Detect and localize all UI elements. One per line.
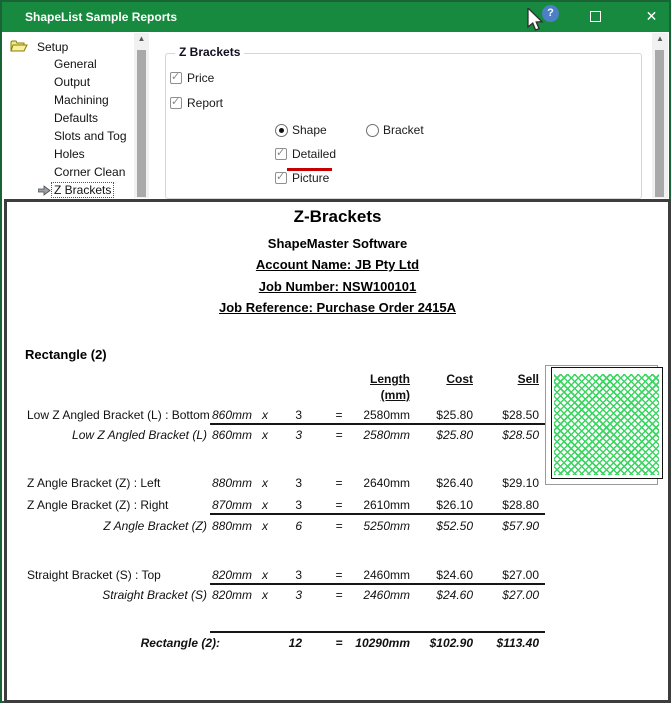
- sidebar-scrollbar[interactable]: [134, 33, 149, 198]
- table-row: [7, 588, 668, 604]
- cell-cost: $24.60: [436, 568, 473, 582]
- cell-eq: =: [335, 476, 343, 490]
- cell-qty: 6: [295, 519, 302, 533]
- sidebar-item-slots-and-tog[interactable]: [54, 129, 127, 146]
- cell-sell: $28.50: [502, 428, 539, 442]
- report-subtitle: ShapeMaster Software: [267, 236, 408, 251]
- cell-eq: =: [335, 408, 343, 422]
- checkbox-label: Detailed: [292, 147, 337, 161]
- cell-name: Low Z Angled Bracket (L) : Bottom: [27, 408, 210, 422]
- sidebar-item-output[interactable]: [54, 75, 90, 92]
- cell-times: x: [262, 519, 268, 533]
- sidebar-item-label: Machining: [54, 93, 109, 107]
- radio-label: Shape: [292, 123, 327, 137]
- cell-qty: 3: [295, 588, 302, 602]
- check-icon: ✓: [276, 171, 286, 183]
- scrollbar-thumb[interactable]: [137, 50, 146, 197]
- report-job-number: Job Number: NSW100101: [258, 279, 417, 294]
- scroll-up-icon[interactable]: ▲: [656, 34, 664, 43]
- checkbox-icon: [275, 148, 287, 160]
- cell-qty: 3: [295, 428, 302, 442]
- cell-length: 880mm: [211, 519, 252, 533]
- table-separator: [210, 631, 545, 633]
- cell-eq: =: [335, 636, 343, 650]
- report-title: Z-Brackets: [293, 207, 382, 226]
- cell-cost: $102.90: [429, 636, 473, 650]
- cell-name: Z Angle Bracket (Z) : Left: [27, 476, 161, 490]
- checkbox-label: Report: [187, 96, 224, 110]
- cell-length: 860mm: [211, 428, 252, 442]
- report-job-reference: Job Reference: Purchase Order 2415A: [219, 300, 456, 315]
- cell-times: x: [262, 568, 268, 582]
- settings-area: [4, 32, 667, 199]
- cell-cost: $25.80: [436, 408, 473, 422]
- open-folder-icon: [10, 39, 29, 53]
- scrollbar-thumb[interactable]: [655, 50, 664, 197]
- cell-length: 820mm: [211, 568, 252, 582]
- cursor-help-group: [526, 5, 566, 31]
- sidebar-item-label: Corner Clean: [54, 165, 126, 179]
- cell-total_length: 5250mm: [363, 519, 410, 533]
- checkbox-icon: [170, 97, 182, 109]
- table-separator: [210, 423, 545, 425]
- cell-cost: $26.40: [436, 476, 473, 490]
- cell-name: Straight Bracket (S) : Top: [27, 568, 161, 582]
- cell-total_length: 2460mm: [363, 568, 410, 582]
- cell-times: x: [262, 588, 268, 602]
- sidebar-item-z-brackets[interactable]: [54, 183, 114, 200]
- cell-length: 860mm: [211, 408, 252, 422]
- cell-total_length: 2640mm: [363, 476, 410, 490]
- cell-total_length: 2610mm: [363, 498, 410, 512]
- sidebar-item-label: Holes: [54, 147, 85, 161]
- check-icon: ✓: [171, 71, 181, 83]
- sidebar-item-corner-clean[interactable]: [54, 165, 125, 182]
- radio-icon: [275, 124, 288, 137]
- cell-qty: 3: [295, 498, 302, 512]
- close-button[interactable]: ✕: [645, 8, 658, 24]
- cell-times: x: [262, 498, 268, 512]
- checkbox-label: Picture: [292, 171, 330, 185]
- checkbox-icon: [170, 72, 182, 84]
- radio-icon: [366, 124, 379, 137]
- cell-eq: =: [335, 568, 343, 582]
- cell-eq: =: [335, 519, 343, 533]
- green-crosshatch-fill: [554, 374, 659, 475]
- cell-sell: $27.00: [502, 568, 539, 582]
- check-icon: ✓: [276, 147, 286, 159]
- cell-length: 870mm: [211, 498, 252, 512]
- cell-qty: 3: [295, 408, 302, 422]
- column-header-cost: Cost: [446, 372, 473, 386]
- cell-sell: $28.50: [502, 408, 539, 422]
- check-icon: ✓: [171, 96, 181, 108]
- cell-cost: $26.10: [436, 498, 473, 512]
- groupbox-title: Z Brackets: [175, 45, 244, 59]
- cell-name: Low Z Angled Bracket (L): [72, 428, 207, 442]
- column-header-sell: Sell: [517, 372, 539, 386]
- table-row: [7, 568, 668, 584]
- scroll-up-icon[interactable]: ▲: [137, 34, 146, 43]
- cell-total_length: 2580mm: [363, 428, 410, 442]
- maximize-icon: [590, 11, 601, 22]
- sidebar-item-label: Setup: [37, 40, 69, 54]
- cell-cost: $24.60: [436, 588, 473, 602]
- cell-times: x: [262, 476, 268, 490]
- table-separator: [210, 513, 545, 515]
- sidebar-item-machining[interactable]: [54, 93, 109, 110]
- checkbox-label: Price: [187, 71, 215, 85]
- selected-arrow-icon: [38, 185, 51, 196]
- cell-name: Rectangle (2):: [140, 636, 220, 650]
- cell-length: 880mm: [211, 476, 252, 490]
- sidebar-item-label: Output: [54, 75, 91, 89]
- cell-eq: =: [335, 498, 343, 512]
- cell-times: x: [262, 428, 268, 442]
- sidebar-item-label: Defaults: [54, 111, 99, 125]
- report-preview: [4, 199, 671, 703]
- table-row: [7, 519, 668, 535]
- rectangle-shape-picture: [551, 367, 663, 479]
- cell-length: 820mm: [211, 588, 252, 602]
- radio-dot-icon: [279, 128, 284, 133]
- maximize-button[interactable]: [580, 2, 612, 32]
- cell-total_length: 2580mm: [363, 408, 410, 422]
- cell-qty: 3: [295, 568, 302, 582]
- cell-total_length: 2460mm: [363, 588, 410, 602]
- sidebar-item-label: Z Brackets: [51, 182, 114, 198]
- window-title: ShapeList Sample Reports: [25, 10, 178, 24]
- sidebar-item-defaults[interactable]: [54, 111, 98, 128]
- titlebar[interactable]: [2, 2, 669, 32]
- cell-sell: $113.40: [496, 636, 539, 650]
- cell-cost: $52.50: [436, 519, 473, 533]
- table-row: [7, 498, 668, 514]
- radio-label: Bracket: [383, 123, 424, 137]
- cell-cost: $25.80: [436, 428, 473, 442]
- cell-name: Z Angle Bracket (Z): [103, 519, 207, 533]
- report-section-heading: Rectangle (2): [25, 347, 107, 362]
- panel-scrollbar[interactable]: [652, 33, 668, 198]
- cell-name: Straight Bracket (S): [102, 588, 207, 602]
- report-account: Account Name: JB Pty Ltd: [255, 257, 420, 272]
- cell-sell: $29.10: [502, 476, 539, 490]
- table-row: [7, 636, 668, 652]
- column-header-length: Length: [370, 372, 410, 386]
- sidebar-item-holes[interactable]: [54, 147, 85, 164]
- column-header-length-unit: (mm): [380, 388, 410, 402]
- cell-eq: =: [335, 428, 343, 442]
- cell-sell: $57.90: [502, 519, 539, 533]
- cell-total_length: 10290mm: [355, 636, 410, 650]
- cell-eq: =: [335, 588, 343, 602]
- checkbox-icon: [275, 172, 287, 184]
- sidebar-item-label: General: [54, 57, 97, 71]
- sidebar-item-label: Slots and Tog: [54, 129, 127, 143]
- cell-qty: 12: [288, 636, 302, 650]
- sidebar-item-general[interactable]: [54, 57, 97, 74]
- table-separator: [210, 583, 545, 585]
- cell-sell: $27.00: [502, 588, 539, 602]
- cell-name: Z Angle Bracket (Z) : Right: [27, 498, 169, 512]
- cell-qty: 3: [295, 476, 302, 490]
- cell-sell: $28.80: [502, 498, 539, 512]
- help-icon[interactable]: ?: [542, 5, 559, 22]
- cell-times: x: [262, 408, 268, 422]
